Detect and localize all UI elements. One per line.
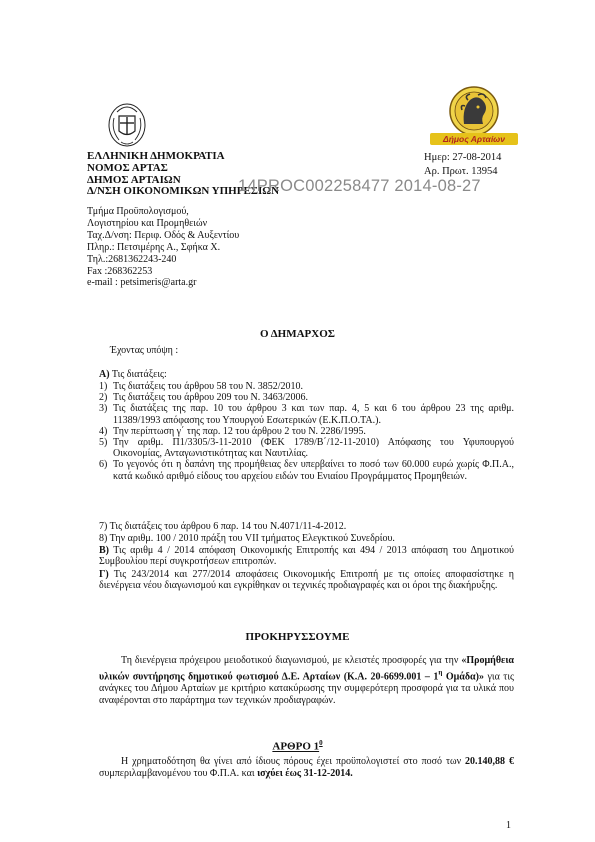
- list-number: 4): [99, 425, 108, 437]
- declare-subject: «Προμήθεια υλικών συντήρησης δημοτικού φωτισμού Δ.Ε. Αρταίων (Κ.Α. 20-6699.001 – 1: [99, 655, 514, 683]
- ada-stamp: 14PROC002258477 2014-08-27: [238, 177, 481, 195]
- article-text-mid: συμπεριλαμβανομένου του Φ.Π.Α. και: [99, 768, 258, 779]
- list-number: 1): [99, 381, 108, 392]
- list-number: 6): [99, 459, 108, 471]
- section-letter: Α): [99, 369, 110, 380]
- list-item: [99, 381, 514, 392]
- contact-line: Τμήμα Προϋπολογισμού,: [87, 206, 189, 217]
- article-paragraph: [99, 756, 514, 780]
- declare-paragraph: [99, 655, 514, 707]
- date-protocol-block: [424, 151, 501, 179]
- contact-line: Πληρ.: Πετσιμέρης Α., Σφήκα Χ.: [87, 241, 221, 253]
- list-item-7: 7) Τις διατάξεις του άρθρου 6 παρ. 14 του Ν.4071/11-4-2012.: [99, 521, 347, 532]
- contact-line: Fax :268362253: [87, 265, 153, 277]
- mayor-title: Ο ΔΗΜΑΡΧΟΣ: [260, 328, 335, 340]
- article-amount: 20.140,88 €: [465, 756, 514, 767]
- page-number: 1: [506, 820, 511, 831]
- section-letter: Γ): [99, 569, 109, 580]
- contact-line: Ταχ.Δ/νση: Περιφ. Οδός & Αυξεντίου: [87, 229, 240, 241]
- section-letter: Β): [99, 545, 109, 556]
- list-text: Τις διατάξεις της παρ. 10 του άρθρου 3 και των παρ. 4, 5 και 6 του άρθρου 23 της αριθμ. 11389/1993 απόφασης του Υπουργού Εσωτερικών (Ε.Κ.Π.Ο.ΤΑ.).: [113, 403, 514, 426]
- intro-text: Έχοντας υπόψη :: [110, 345, 179, 356]
- contact-email: e-mail : petsimeris@arta.gr: [87, 277, 197, 289]
- list-item: [99, 392, 514, 403]
- section-b: [99, 545, 514, 567]
- list-item: [99, 437, 514, 459]
- list-text: Την περίπτωση γ΄ της παρ. 12 του άρθρου 2 του Ν. 2286/1995.: [113, 425, 366, 437]
- declare-text-end: για τις ανάγκες του Δήμου Αρταίων με κριτήριο κατακύρωσης την συμφερότερη προσφορά για τα υλικά που αναφέρονται στο παράρτημα των τεχνικών προδιαγραφών.: [99, 671, 514, 707]
- greek-coat-of-arms-seal-icon: [105, 98, 149, 150]
- section-text: Τις διατάξεις:: [109, 369, 167, 380]
- article-title-text: ΑΡΘΡΟ 1: [272, 740, 320, 753]
- list-text: Τις διατάξεις του άρθρου 209 του Ν. 3463/2006.: [113, 392, 309, 404]
- contact-block: [87, 206, 239, 289]
- declare-text: Τη διενέργεια πρόχειρου μειοδοτικού διαγωνισμού, με κλειστές προσφορές για την: [121, 655, 462, 666]
- list-text: Την αριθμ. Π1/3305/3-11-2010 (ΦΕΚ 1789/Β΄/12-11-2010) Απόφασης του Υφυπουργού Οικονομίας, Ανταγωνιστικότητας και Ναυτιλίας.: [113, 437, 514, 460]
- contact-line: Λογιστηρίου και Προμηθειών: [87, 217, 208, 229]
- list-item: [99, 459, 514, 481]
- issuer-line: Δ/ΝΣΗ ΟΙΚΟΝΟΜΙΚΩΝ ΥΠΗΡΕΣΙΩΝ: [87, 185, 280, 198]
- issuer-line: ΕΛΛΗΝΙΚΗ ΔΗΜΟΚΡΑΤΙΑ: [87, 150, 225, 162]
- provisions-list: [99, 381, 514, 482]
- list-text: Το γεγονός ότι η δαπάνη της προμήθειας δεν υπερβαίνει το ποσό των 60.000 ευρώ χωρίς Φ.Π.Α., κατά κωδικό αριθμό είδους του αρχείου ειδών του Ενιαίου Προγράμματος Προμηθειών.: [113, 459, 514, 482]
- declare-superscript: η: [438, 669, 443, 677]
- contact-line: Τηλ.:2681362243-240: [87, 253, 177, 265]
- article-validity: ισχύει έως 31-12-2014.: [257, 768, 353, 779]
- section-text: Τις αριθμ 4 / 2014 απόφαση Οικονομικής Επιτροπής και 494 / 2013 απόφαση του Δημοτικού Συμβουλίου περί συγκροτήσεων επιτροπών.: [99, 545, 514, 568]
- protocol-number: Αρ. Πρωτ. 13954: [424, 166, 498, 177]
- list-number: 5): [99, 437, 108, 449]
- logo-caption: Δήμος Αρταίων: [430, 133, 518, 145]
- list-text: Τις διατάξεις του άρθρου 58 του Ν. 3852/2010.: [113, 381, 304, 392]
- article-text: Η χρηματοδότηση θα γίνει από ίδιους πόρους έχει προϋπολογιστεί στο ποσό των: [121, 756, 466, 767]
- declare-subject-end: Ομάδα)»: [442, 671, 484, 683]
- list-number: 3): [99, 403, 108, 415]
- document-date: Ημερ: 27-08-2014: [424, 152, 502, 163]
- section-c: [99, 569, 514, 591]
- list-item-8: 8) Την αριθμ. 100 / 2010 πράξη του VII τμήματος Ελεγκτικού Συνεδρίου.: [99, 533, 395, 544]
- article-title: [0, 739, 595, 753]
- issuer-line: ΔΗΜΟΣ ΑΡΤΑΙΩΝ: [87, 173, 181, 186]
- issuer-line: ΝΟΜΟΣ ΑΡΤΑΣ: [87, 161, 168, 174]
- article-superscript: 0: [319, 739, 323, 747]
- list-number: 2): [99, 392, 108, 404]
- section-text: Τις 243/2014 και 277/2014 αποφάσεις Οικονομικής Επιτροπή με τις οποίες αποφασίστηκε η διενέργεια νέου διαγωνισμού και εγκρίθηκαν οι τεχνικές προδιαγραφές και οι όροι της διακήρυξης.: [99, 569, 514, 592]
- list-item: [99, 403, 514, 425]
- declare-title: ΠΡΟΚΗΡΥΣΣΟΥΜΕ: [245, 631, 350, 643]
- list-item: [99, 426, 514, 437]
- section-a-heading: [99, 369, 167, 380]
